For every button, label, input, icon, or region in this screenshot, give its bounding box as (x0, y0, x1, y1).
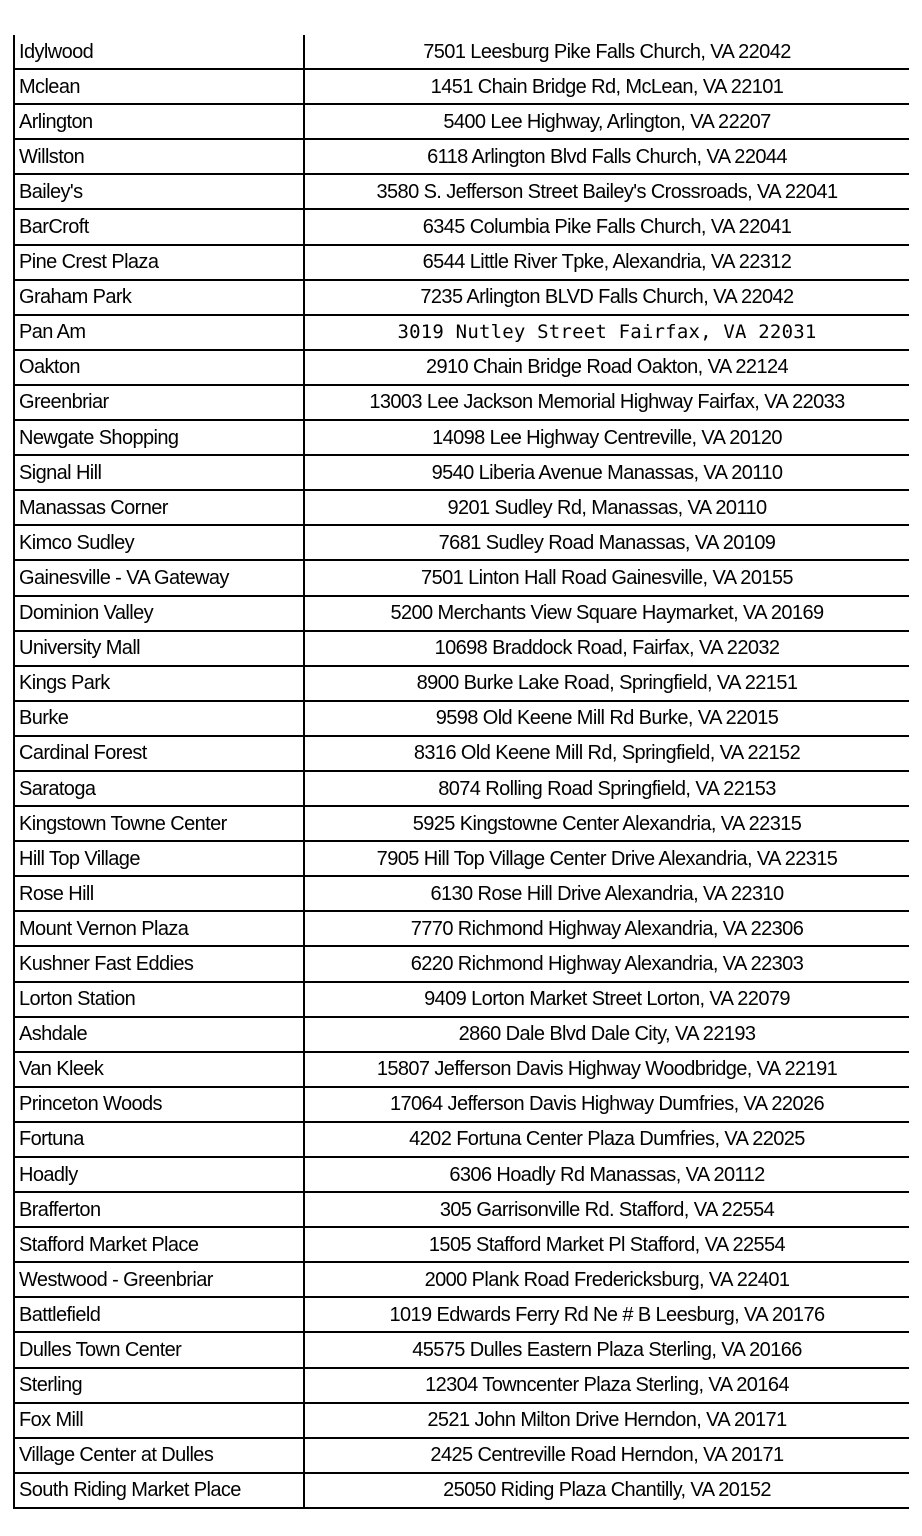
location-name-cell: Pine Crest Plaza (15, 245, 304, 280)
location-address-cell: 1505 Stafford Market Pl Stafford, VA 22554 (304, 1227, 909, 1262)
table-row (15, 911, 909, 946)
location-address-cell: 7681 Sudley Road Manassas, VA 20109 (304, 525, 909, 560)
location-name-cell: Cardinal Forest (15, 736, 304, 771)
location-address-cell: 1019 Edwards Ferry Rd Ne # B Leesburg, VA 20176 (304, 1297, 909, 1332)
location-address-cell: 3580 S. Jefferson Street Bailey's Crossroads, VA 22041 (304, 174, 909, 209)
location-address-cell: 13003 Lee Jackson Memorial Highway Fairfax, VA 22033 (304, 385, 909, 420)
table-row (15, 1157, 909, 1192)
table-row (15, 982, 909, 1017)
location-address-cell: 6544 Little River Tpke, Alexandria, VA 22312 (304, 245, 909, 280)
location-address-cell: 15807 Jefferson Davis Highway Woodbridge, VA 22191 (304, 1052, 909, 1087)
locations-table (15, 35, 909, 1509)
location-name-cell: South Riding Market Place (15, 1473, 304, 1508)
table-row (15, 525, 909, 560)
location-name-cell: Mclean (15, 69, 304, 104)
location-address-cell: 8900 Burke Lake Road, Springfield, VA 22151 (304, 666, 909, 701)
location-address-cell: 12304 Towncenter Plaza Sterling, VA 20164 (304, 1368, 909, 1403)
location-address-cell: 7905 Hill Top Village Center Drive Alexandria, VA 22315 (304, 841, 909, 876)
table-row (15, 280, 909, 315)
table-row (15, 1403, 909, 1438)
location-name-cell: Stafford Market Place (15, 1227, 304, 1262)
location-address-cell: 17064 Jefferson Davis Highway Dumfries, VA 22026 (304, 1087, 909, 1122)
table-row (15, 209, 909, 244)
table-row (15, 455, 909, 490)
location-address-cell: 25050 Riding Plaza Chantilly, VA 20152 (304, 1473, 909, 1508)
table-row (15, 350, 909, 385)
location-address-cell: 5925 Kingstowne Center Alexandria, VA 22315 (304, 806, 909, 841)
table-row (15, 1122, 909, 1157)
location-address-cell: 7235 Arlington BLVD Falls Church, VA 22042 (304, 280, 909, 315)
location-name-cell: Lorton Station (15, 982, 304, 1017)
location-address-cell: 305 Garrisonville Rd. Stafford, VA 22554 (304, 1192, 909, 1227)
location-name-cell: Kingstown Towne Center (15, 806, 304, 841)
location-address-cell: 14098 Lee Highway Centreville, VA 20120 (304, 420, 909, 455)
table-row (15, 420, 909, 455)
table-row (15, 245, 909, 280)
location-name-cell: Battlefield (15, 1297, 304, 1332)
table-row (15, 1332, 909, 1367)
table-row (15, 1052, 909, 1087)
table-row (15, 35, 909, 69)
location-name-cell: Manassas Corner (15, 490, 304, 525)
location-name-cell: Kings Park (15, 666, 304, 701)
location-name-cell: Graham Park (15, 280, 304, 315)
location-address-cell: 7501 Leesburg Pike Falls Church, VA 22042 (304, 35, 909, 69)
table-row (15, 1227, 909, 1262)
location-address-cell: 8316 Old Keene Mill Rd, Springfield, VA 22152 (304, 736, 909, 771)
location-name-cell: Arlington (15, 104, 304, 139)
table-row (15, 1473, 909, 1508)
table-row (15, 1087, 909, 1122)
table-row (15, 736, 909, 771)
location-name-cell: Gainesville - VA Gateway (15, 560, 304, 595)
table-row (15, 701, 909, 736)
location-address-cell: 9201 Sudley Rd, Manassas, VA 20110 (304, 490, 909, 525)
table-row (15, 315, 909, 350)
location-name-cell: Westwood - Greenbriar (15, 1262, 304, 1297)
table-row (15, 1297, 909, 1332)
table-row (15, 1017, 909, 1052)
location-name-cell: University Mall (15, 631, 304, 666)
table-row (15, 631, 909, 666)
location-address-cell: 9598 Old Keene Mill Rd Burke, VA 22015 (304, 701, 909, 736)
table-row (15, 1262, 909, 1297)
locations-sheet (13, 35, 909, 1509)
location-name-cell: Hoadly (15, 1157, 304, 1192)
location-name-cell: Pan Am (15, 315, 304, 350)
location-address-cell: 8074 Rolling Road Springfield, VA 22153 (304, 771, 909, 806)
table-row (15, 666, 909, 701)
table-row (15, 596, 909, 631)
table-row (15, 946, 909, 981)
table-row (15, 139, 909, 174)
location-address-cell: 45575 Dulles Eastern Plaza Sterling, VA 20166 (304, 1332, 909, 1367)
location-name-cell: Greenbriar (15, 385, 304, 420)
table-row (15, 876, 909, 911)
table-row (15, 771, 909, 806)
table-row (15, 1368, 909, 1403)
table-row (15, 1438, 909, 1473)
location-address-cell: 7770 Richmond Highway Alexandria, VA 22306 (304, 911, 909, 946)
location-name-cell: Idylwood (15, 35, 304, 69)
location-name-cell: Sterling (15, 1368, 304, 1403)
location-name-cell: Saratoga (15, 771, 304, 806)
location-name-cell: Kimco Sudley (15, 525, 304, 560)
location-address-cell: 9409 Lorton Market Street Lorton, VA 22079 (304, 982, 909, 1017)
location-name-cell: Newgate Shopping (15, 420, 304, 455)
location-address-cell: 2521 John Milton Drive Herndon, VA 20171 (304, 1403, 909, 1438)
location-address-cell: 10698 Braddock Road, Fairfax, VA 22032 (304, 631, 909, 666)
location-address-cell: 6306 Hoadly Rd Manassas, VA 20112 (304, 1157, 909, 1192)
location-name-cell: Dulles Town Center (15, 1332, 304, 1367)
location-name-cell: Princeton Woods (15, 1087, 304, 1122)
table-row (15, 385, 909, 420)
location-name-cell: Rose Hill (15, 876, 304, 911)
location-address-cell: 6220 Richmond Highway Alexandria, VA 22303 (304, 946, 909, 981)
location-name-cell: Mount Vernon Plaza (15, 911, 304, 946)
location-address-cell: 2910 Chain Bridge Road Oakton, VA 22124 (304, 350, 909, 385)
location-address-cell: 2860 Dale Blvd Dale City, VA 22193 (304, 1017, 909, 1052)
table-row (15, 841, 909, 876)
location-name-cell: Oakton (15, 350, 304, 385)
table-row (15, 174, 909, 209)
location-name-cell: Ashdale (15, 1017, 304, 1052)
location-name-cell: Van Kleek (15, 1052, 304, 1087)
location-address-cell: 5400 Lee Highway, Arlington, VA 22207 (304, 104, 909, 139)
location-address-cell: 9540 Liberia Avenue Manassas, VA 20110 (304, 455, 909, 490)
location-name-cell: BarCroft (15, 209, 304, 244)
location-name-cell: Kushner Fast Eddies (15, 946, 304, 981)
location-name-cell: Fortuna (15, 1122, 304, 1157)
table-row (15, 104, 909, 139)
location-name-cell: Village Center at Dulles (15, 1438, 304, 1473)
table-row (15, 1192, 909, 1227)
table-row (15, 806, 909, 841)
table-row (15, 490, 909, 525)
location-address-cell: 2425 Centreville Road Herndon, VA 20171 (304, 1438, 909, 1473)
location-address-cell: 2000 Plank Road Fredericksburg, VA 22401 (304, 1262, 909, 1297)
locations-table-body (15, 35, 909, 1508)
location-name-cell: Brafferton (15, 1192, 304, 1227)
location-name-cell: Bailey's (15, 174, 304, 209)
location-name-cell: Fox Mill (15, 1403, 304, 1438)
location-address-cell: 3019 Nutley Street Fairfax, VA 22031 (304, 315, 909, 350)
location-name-cell: Dominion Valley (15, 596, 304, 631)
location-name-cell: Willston (15, 139, 304, 174)
location-address-cell: 5200 Merchants View Square Haymarket, VA 20169 (304, 596, 909, 631)
location-address-cell: 7501 Linton Hall Road Gainesville, VA 20155 (304, 560, 909, 595)
location-name-cell: Signal Hill (15, 455, 304, 490)
location-address-cell: 6118 Arlington Blvd Falls Church, VA 22044 (304, 139, 909, 174)
location-address-cell: 1451 Chain Bridge Rd, McLean, VA 22101 (304, 69, 909, 104)
table-row (15, 69, 909, 104)
location-name-cell: Burke (15, 701, 304, 736)
table-row (15, 560, 909, 595)
location-address-cell: 4202 Fortuna Center Plaza Dumfries, VA 22025 (304, 1122, 909, 1157)
location-address-cell: 6345 Columbia Pike Falls Church, VA 22041 (304, 209, 909, 244)
location-address-cell: 6130 Rose Hill Drive Alexandria, VA 22310 (304, 876, 909, 911)
location-name-cell: Hill Top Village (15, 841, 304, 876)
